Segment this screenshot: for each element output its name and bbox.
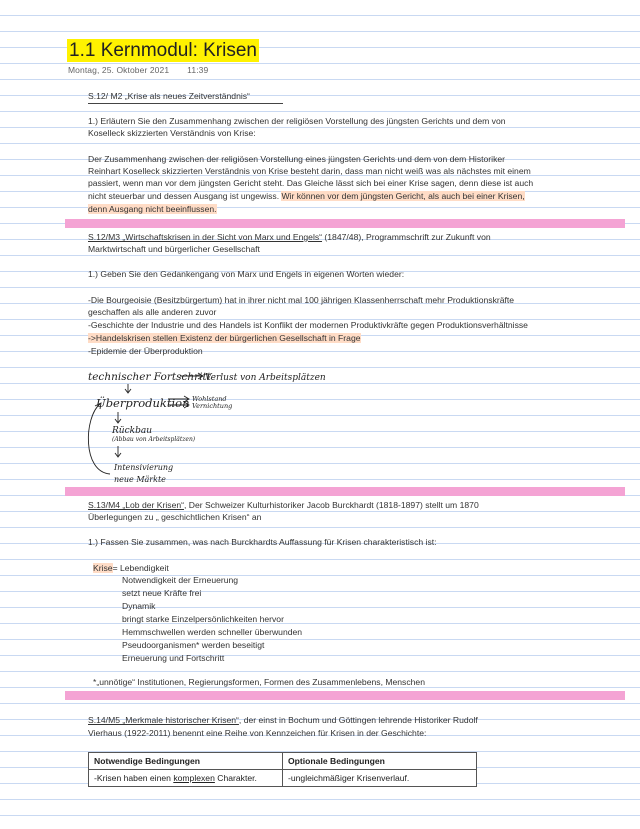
- s12m3-heading-line2: Marktwirtschaft und bürgerlicher Gesellschaft: [88, 244, 260, 254]
- krise-definition: [93, 562, 169, 575]
- s12m2-task-line2: Koselleck skizzierten Verständnis von Krise:: [88, 128, 256, 138]
- s13m4-task: 1.) Fassen Sie zusammen, was nach Burckhardts Auffassung für Krisen charakteristisch ist:: [88, 537, 437, 547]
- section-divider: [65, 219, 625, 228]
- heading-underlined: S.12/M3 „Wirtschaftskrisen in der Sicht von Marx und Engels“: [88, 232, 323, 242]
- heading-rest: , der einst in Bochum und Göttingen lehrende Historiker Rudolf: [238, 715, 478, 725]
- list-item: setzt neue Kräfte frei: [122, 588, 202, 598]
- s12m2-answer-line3: passiert, wenn man vor dem jüngsten Gericht steht. Das Gleiche lässt sich bei einer Krise sagen, denn diese ist auch: [88, 178, 534, 188]
- table-row: [89, 753, 477, 770]
- krise-word: Krise: [93, 563, 113, 573]
- handwritten-diagram: [80, 362, 340, 487]
- list-item: Hemmschwellen werden schneller überwunden: [122, 627, 303, 637]
- section-heading-s12m2: S.12/ M2 „Krise als neues Zeitverständnis“: [88, 90, 283, 104]
- heading-underlined: S.13/M4 „Lob der Krisen“: [88, 500, 185, 510]
- s12m3-task: 1.) Geben Sie den Gedankengang von Marx und Engels in eigenen Worten wieder:: [88, 269, 405, 279]
- list-item: bringt starke Einzelpersönlichkeiten hervor: [122, 614, 284, 624]
- sketch-intens1: Intensivierung: [114, 463, 174, 472]
- s12m3-point-1: -Die Bourgeoisie (Besitzbürgertum) hat in ihrer nicht mal 100 jährigen Klassenherrschaft mehr Produktionskräfte: [88, 295, 515, 305]
- answer-line4-plain: nicht steuerbar und dessen Ausgang ist ungewiss.: [88, 191, 282, 201]
- page-title: 1.1 Kernmodul: Krisen: [69, 40, 257, 61]
- s12m3-point-2: geschaffen als alle anderen zuvor: [88, 307, 217, 317]
- cell-text-pre: -Krisen haben einen: [94, 773, 174, 783]
- sketch-verlust: Verlust von Arbeitsplätzen: [205, 373, 326, 383]
- list-item: Notwendigkeit der Erneuerung: [122, 575, 239, 585]
- list-item: Erneuerung und Fortschritt: [122, 653, 225, 663]
- sketch-tech: technischer Fortschritt: [88, 371, 211, 383]
- section-divider: [65, 487, 625, 496]
- sketch-intens2: neue Märkte: [114, 475, 166, 484]
- s12m3-point-highlight: [88, 332, 361, 345]
- section-heading-s13m4: [88, 499, 479, 512]
- heading-rest: (1847/48), Programmschrift zur Zukunft von: [322, 232, 491, 242]
- s12m3-point-3: -Geschichte der Industrie und des Handels ist Konflikt der modernen Produktivkräfte gegen Produktionsverhältnisse: [88, 320, 528, 330]
- answer-line5-highlight: denn Ausgang nicht beeinflussen.: [88, 204, 217, 214]
- point-highlight-text: ->Handelskrisen stellen Existenz der bürgerlichen Gesellschaft in Frage: [88, 333, 361, 343]
- section-heading-s14m5: [88, 714, 478, 727]
- section-divider: [65, 691, 625, 700]
- sketch-wohl1: Wohlstand: [192, 395, 227, 403]
- table-header-cell: Optionale Bedingungen: [283, 753, 477, 770]
- cell-text-post: Charakter.: [214, 773, 257, 783]
- s12m2-task-line1: 1.) Erläutern Sie den Zusammenhang zwischen der religiösen Vorstellung des jüngsten Gerichts und dem von: [88, 116, 506, 126]
- heading-rest: , Der Schweizer Kulturhistoriker Jacob Burckhardt (1818-1897) stellt um 1870: [184, 500, 479, 510]
- sketch-ueber: Überproduktion: [96, 396, 190, 410]
- page-date: [68, 65, 208, 75]
- table-cell: [89, 770, 283, 787]
- s13m4-footnote: *„unnötige“ Institutionen, Regierungsformen, Formen des Zusammenlebens, Menschen: [93, 677, 425, 687]
- table-row: [89, 770, 477, 787]
- s12m3-point-last: -Epidemie der Überproduktion: [88, 346, 203, 356]
- section-heading-s12m3: [88, 231, 491, 244]
- s14m5-heading-line2: Vierhaus (1922-2011) benennt eine Reihe von Kennzeichen für Krisen in der Geschichte:: [88, 728, 427, 738]
- s12m2-answer-line2: Reinhart Koselleck skizzierten Verständnis von Krise besteht darin, dass man nicht weiß was als nächstes mit einem: [88, 166, 531, 176]
- sketch-wohl2: Vernichtung: [192, 402, 233, 410]
- sketch-rueck: Rückbau: [112, 426, 152, 436]
- date-text: Montag, 25. Oktober 2021: [68, 65, 170, 75]
- table-cell: -ungleichmäßiger Krisenverlauf.: [283, 770, 477, 787]
- time-text: 11:39: [187, 65, 209, 75]
- table-header-cell: Notwendige Bedingungen: [89, 753, 283, 770]
- cell-text-underlined: komplexen: [173, 773, 215, 783]
- s12m2-answer-line4: [88, 190, 525, 203]
- feedback-arrow-line: [88, 404, 110, 474]
- sketch-rueck-sub: (Abbau von Arbeitsplätzen): [112, 436, 196, 443]
- krise-rest: = Lebendigkeit: [112, 563, 169, 573]
- heading-underlined: S.14/M5 „Merkmale historischer Krisen“: [88, 715, 239, 725]
- s12m2-answer-line1: Der Zusammenhang zwischen der religiösen Vorstellung eines jüngsten Gerichts und dem von dem Historiker: [88, 154, 506, 164]
- list-item: Dynamik: [122, 601, 156, 611]
- s13m4-heading-line2: Überlegungen zu „ geschichtlichen Krisen“ an: [88, 512, 262, 522]
- list-item: Pseudoorganismen* werden beseitigt: [122, 640, 265, 650]
- answer-line4-highlight: Wir können vor dem jüngsten Gericht, als auch bei einer Krisen,: [281, 191, 525, 201]
- s12m2-answer-line5: [88, 203, 217, 216]
- conditions-table: [88, 752, 477, 787]
